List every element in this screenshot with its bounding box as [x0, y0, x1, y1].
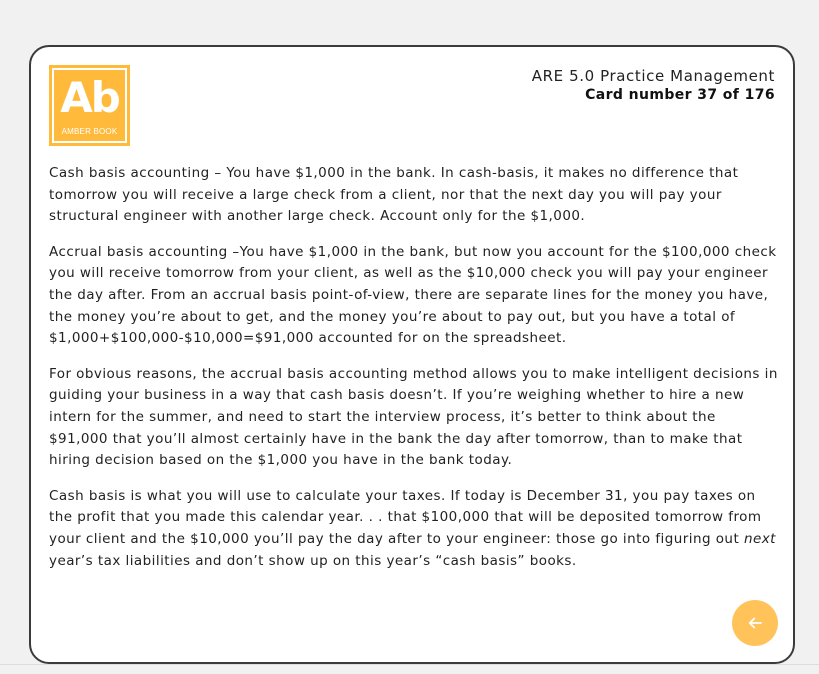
logo-letters: Ab	[60, 73, 119, 122]
paragraph-taxes-text-1: Cash basis is what you will use to calculate your taxes. If today is December 31, you pay taxes on the profit that you made this calendar year. . . that $100,000 that will be deposited tomorrow from your client and the $10,000 you’ll pay the day after to your engineer: those go into figuring out	[49, 487, 762, 547]
exam-title: ARE 5.0 Practice Management	[531, 67, 775, 85]
paragraph-taxes-text-2: year’s tax liabilities and don’t show up on this year’s “cash basis” books.	[49, 552, 577, 569]
card-number: Card number 37 of 176	[585, 87, 775, 103]
card-content	[49, 163, 779, 586]
page-bottom-divider	[0, 664, 819, 665]
paragraph-taxes	[49, 486, 779, 572]
logo-frame	[52, 68, 127, 143]
paragraph-obvious-reasons: For obvious reasons, the accrual basis accounting method allows you to make intelligent decisions in guiding your business in a way that cash basis doesn’t. If you’re weighing whether to hire a new intern for the summer, and need to start the interview process, it’s better to think about the $91,000 that you’ll almost certainly have in the bank the day after tomorrow, than to make that hiring decision based on the $1,000 you have in the bank today.	[49, 365, 778, 469]
back-button[interactable]	[732, 600, 778, 646]
paragraph-accrual-basis: Accrual basis accounting –You have $1,000 in the bank, but now you account for the $100,000 check you will receive tomorrow from your client, as well as the $10,000 check you will pay your engineer the day after. From an accrual basis point-of-view, there are separate lines for the money you have, the money you’re about to get, and the money you’re about to pay out, but you have a total of $1,000+$100,000-$10,000=$91,000 accounted for on the spreadsheet.	[49, 243, 777, 347]
amber-book-logo	[49, 65, 130, 146]
emphasis-next: next	[743, 530, 776, 547]
logo-subtitle: AMBER BOOK	[61, 127, 118, 136]
card-header	[532, 66, 775, 105]
arrow-left-icon	[746, 614, 764, 632]
flashcard	[29, 45, 795, 664]
paragraph-cash-basis: Cash basis accounting – You have $1,000 in the bank. In cash-basis, it makes no difference that tomorrow you will receive a large check from a client, nor that the next day you will pay your structural engineer with another large check. Account only for the $1,000.	[49, 165, 739, 225]
